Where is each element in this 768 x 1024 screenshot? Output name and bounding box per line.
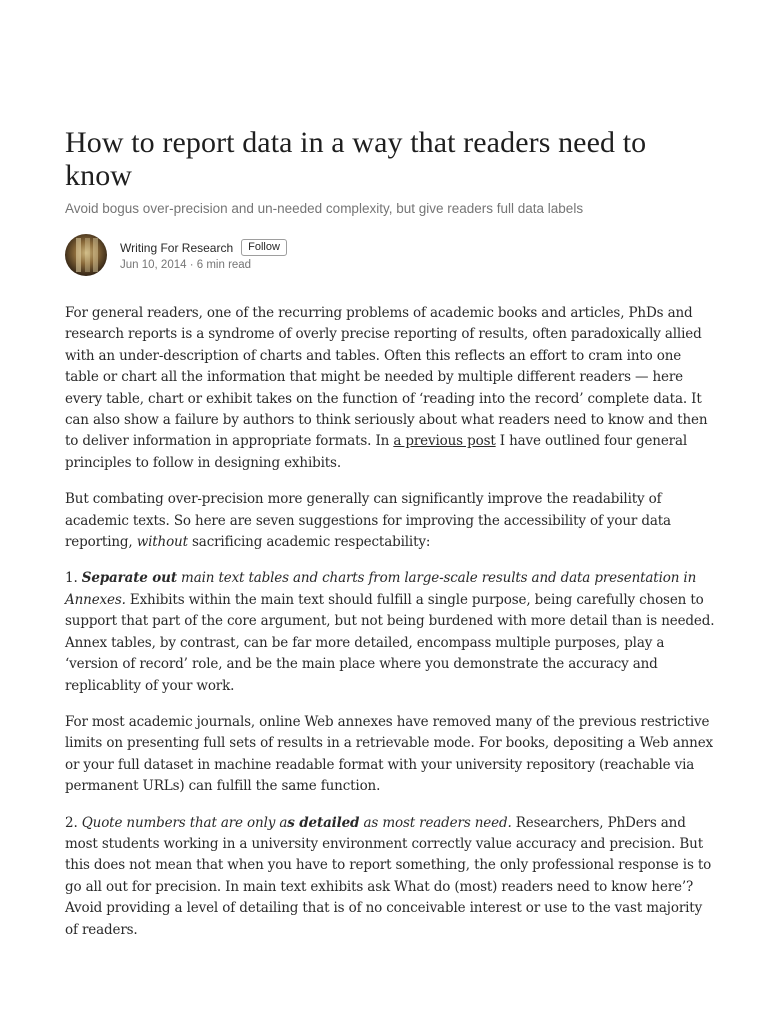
author-name[interactable]: Writing For Research xyxy=(120,240,234,255)
article-title: How to report data in a way that readers need to know xyxy=(65,126,647,192)
follow-button[interactable]: Follow xyxy=(241,239,287,256)
article-body xyxy=(65,303,715,941)
author-meta xyxy=(120,239,287,271)
paragraph: 1. Separate out main text tables and charts from large-scale results and data presentation in Annexes. Exhibits within the main text should fulfill a single purpose, being carefully chosen to support that part of the core argument, but not being burdened with more detail than is needed. Annex tables, by contrast, can be far more detailed, encompass multiple purposes, play a ‘version of record’ role, and be the main place where you demonstrate the accuracy and replicablity of your work. xyxy=(65,570,715,694)
article-content xyxy=(65,126,715,956)
paragraph: For general readers, one of the recurring problems of academic books and articles, PhDs and research reports is a syndrome of overly precise reporting of results, often paradoxically allied with an under-description of charts and tables. Often this reflects an effort to cram into one table or chart all the information that might be needed by multiple different readers — here every table, chart or exhibit takes on the function of ‘reading into the record’ complete data. It can also show a failure by authors to think seriously about what readers need to know and then to deliver information in appropriate formats. In a previous post I have outlined four general principles to follow in designing exhibits. xyxy=(65,305,708,471)
meta-separator: · xyxy=(186,259,197,271)
paragraph: But combating over-precision more generally can significantly improve the readability of academic texts. So here are seven suggestions for improving the accessibility of your data reporting, without sacrificing academic respectability: xyxy=(65,491,671,551)
byline xyxy=(65,235,715,275)
paragraph: 2. Quote numbers that are only as detailed as most readers need. Researchers, PhDers and most students working in a university environment correctly value accuracy and precision. But this does not mean that when you have to report something, the only professional response is to go all out for precision. In main text exhibits ask What do (most) readers need to know here’? Avoid providing a level of detailing that is of no conceivable interest or use to the vast majority of readers. xyxy=(65,814,712,938)
article-subtitle: Avoid bogus over-precision and un-needed complexity, but give readers full data labels xyxy=(65,201,584,216)
publish-info xyxy=(120,259,287,271)
publish-date: Jun 10, 2014 xyxy=(120,259,187,271)
read-time: 6 min read xyxy=(196,259,252,271)
previous-post-link[interactable]: a previous post xyxy=(393,433,496,450)
author-avatar[interactable] xyxy=(65,234,107,276)
paragraph: For most academic journals, online Web annexes have removed many of the previous restrictive limits on presenting full sets of results in a retrievable mode. For books, depositing a Web annex or your full dataset in machine readable format with your university repository (reachable via permanent URLs) can fulfill the same function. xyxy=(65,713,714,795)
